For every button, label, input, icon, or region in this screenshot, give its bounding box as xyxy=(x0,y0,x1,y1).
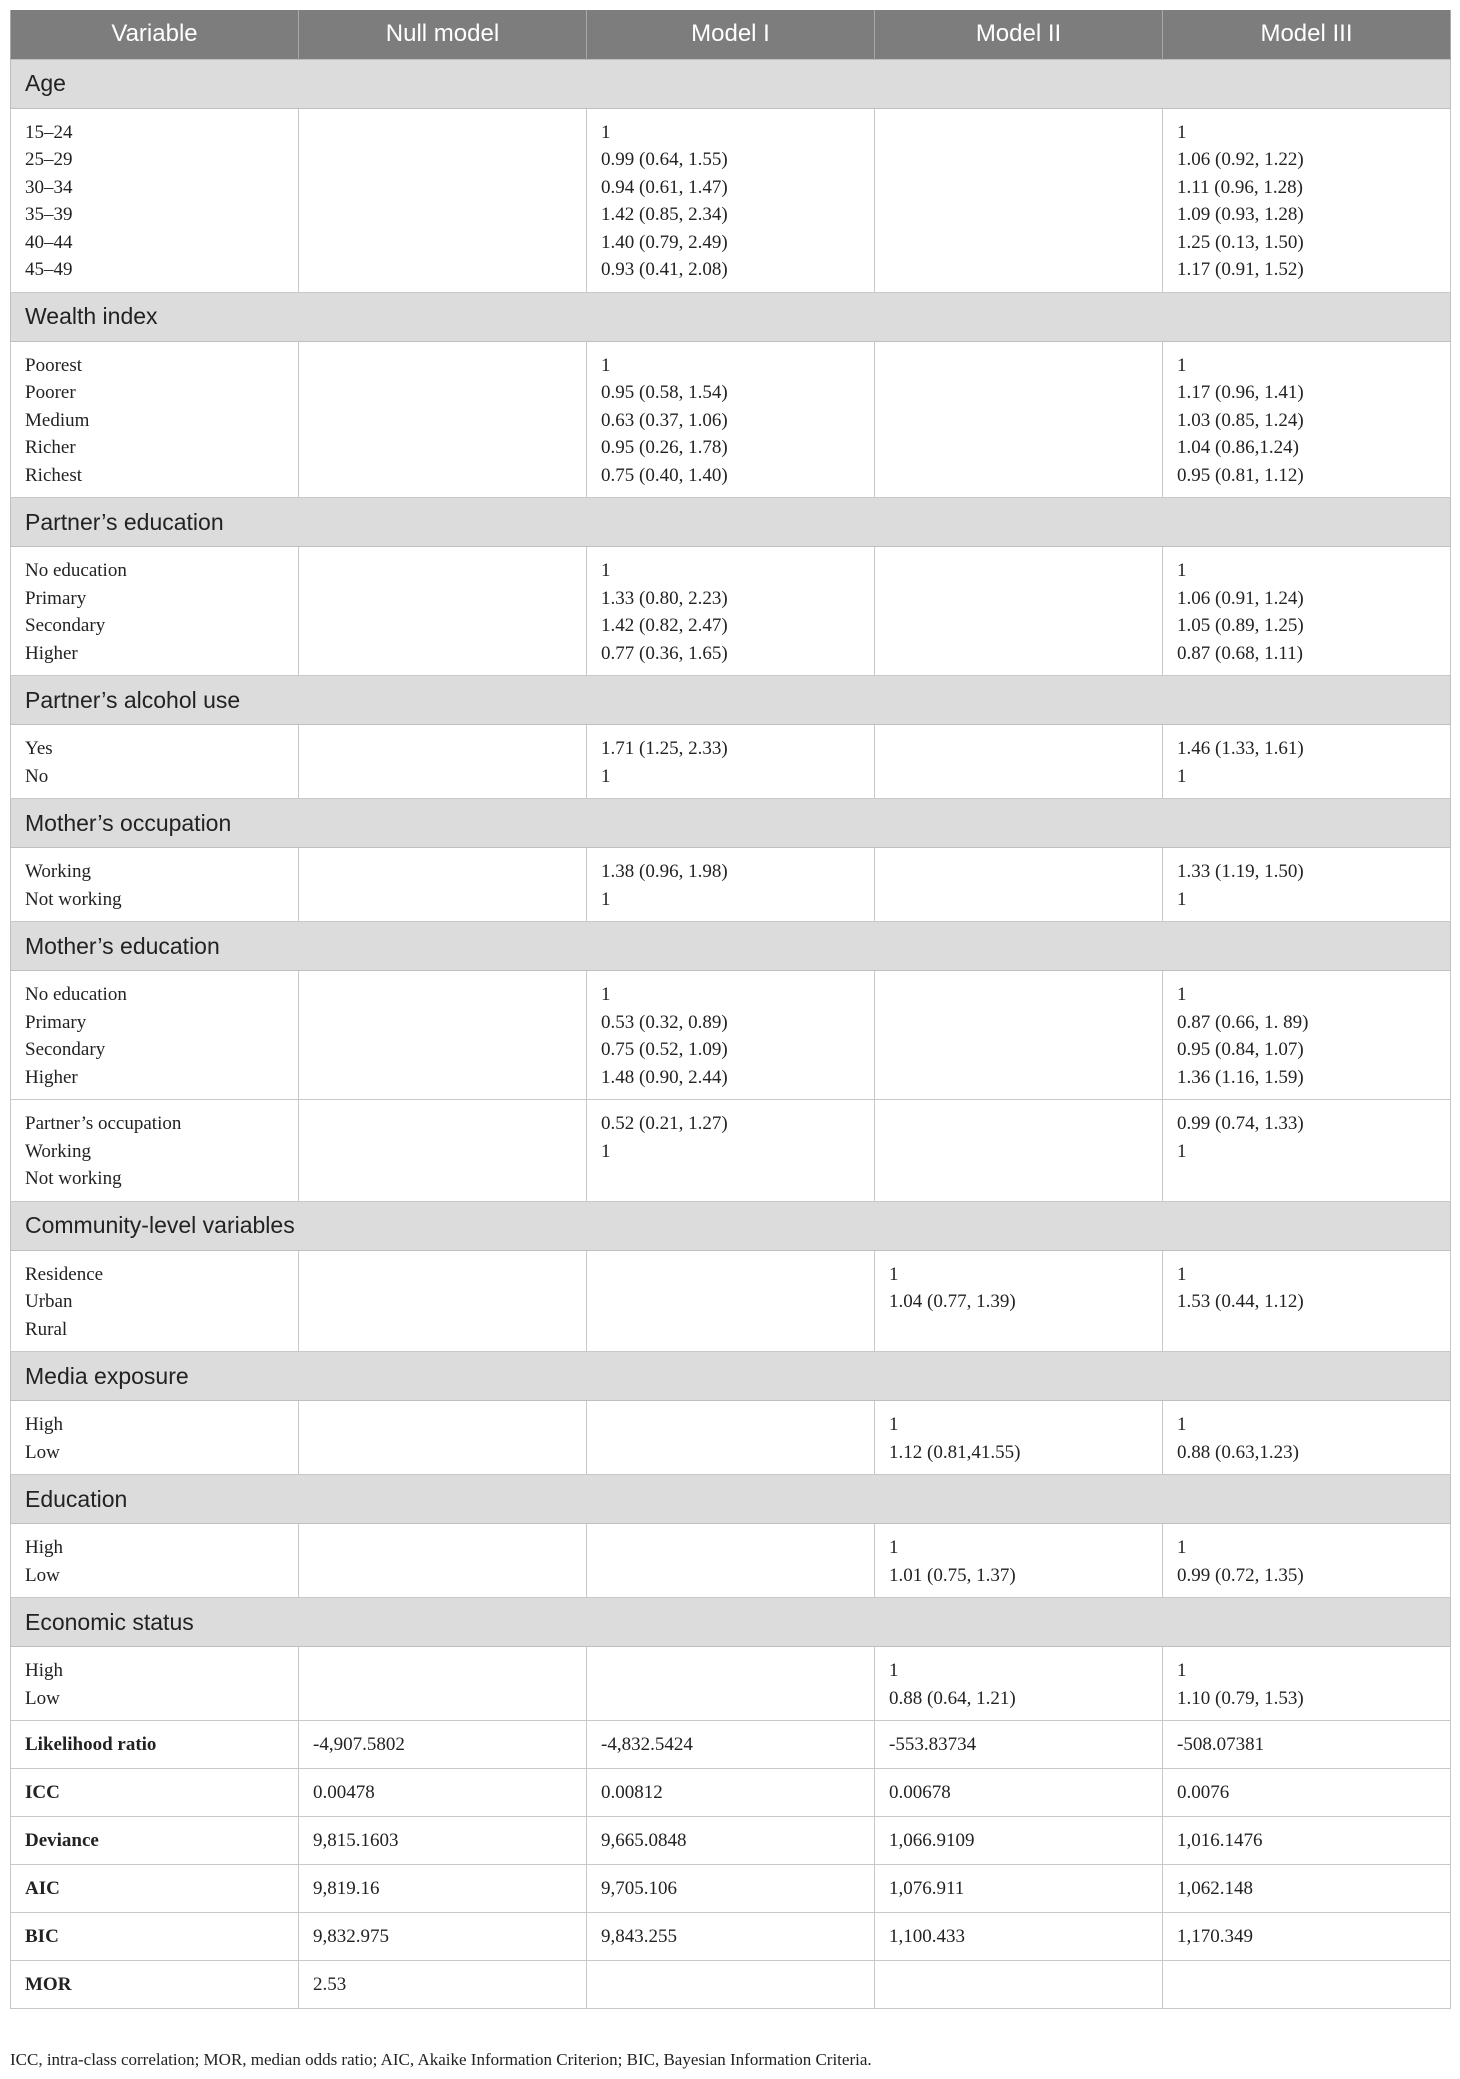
category-label: High xyxy=(25,1660,63,1681)
model-i-cell xyxy=(587,547,875,676)
section-header-row xyxy=(11,498,1451,547)
model-ii-cell xyxy=(875,1100,1163,1202)
odds-ratio-value: 1.11 (0.96, 1.28) xyxy=(1177,176,1303,198)
null-model-cell xyxy=(299,971,587,1100)
odds-ratio-value: 0.95 (0.81, 1.12) xyxy=(1177,464,1304,486)
odds-ratio-value: 1.05 (0.89, 1.25) xyxy=(1177,615,1304,636)
stat-value xyxy=(875,1961,1163,2009)
category-label: Rural xyxy=(25,1318,68,1340)
model-iii-cell xyxy=(1163,341,1451,498)
stat-label: BIC xyxy=(11,1913,299,1961)
stat-label: Deviance xyxy=(11,1817,299,1865)
results-table-container xyxy=(10,10,1450,2009)
category-label: Secondary xyxy=(25,615,106,636)
header-model-ii: Model II xyxy=(875,10,1163,59)
odds-ratio-value: 1 xyxy=(601,888,611,910)
category-label: Poorest xyxy=(25,354,82,376)
category-label: Higher xyxy=(25,1066,78,1088)
odds-ratio-value: 1 xyxy=(1177,354,1187,376)
category-label: Primary xyxy=(25,1011,87,1033)
odds-ratio-value: 1.33 (0.80, 2.23) xyxy=(601,587,728,609)
stat-value: 1,066.9109 xyxy=(875,1817,1163,1865)
odds-ratio-value: 1 xyxy=(601,984,611,1005)
odds-ratio-value: 1 xyxy=(889,1263,899,1285)
null-model-cell xyxy=(299,341,587,498)
variable-cell xyxy=(11,725,299,799)
odds-ratio-value: 1 xyxy=(1177,1660,1187,1681)
stat-value: -508.07381 xyxy=(1163,1721,1451,1769)
table-body xyxy=(11,59,1451,2009)
odds-ratio-value: 0.95 (0.26, 1.78) xyxy=(601,437,728,458)
header-null-model: Null model xyxy=(299,10,587,59)
category-label: High xyxy=(25,1537,63,1558)
odds-ratio-value: 1 xyxy=(601,121,611,143)
stat-label: ICC xyxy=(11,1769,299,1817)
model-iii-cell xyxy=(1163,725,1451,799)
category-label: Higher xyxy=(25,642,78,664)
odds-ratio-value: 0.87 (0.68, 1.11) xyxy=(1177,642,1303,664)
odds-ratio-value: 1.48 (0.90, 2.44) xyxy=(601,1066,728,1088)
odds-ratio-value: 1.33 (1.19, 1.50) xyxy=(1177,861,1304,882)
odds-ratio-value: 1 xyxy=(601,354,611,376)
model-i-cell xyxy=(587,725,875,799)
variable-cell xyxy=(11,547,299,676)
section-title: Mother’s education xyxy=(11,922,1451,971)
stat-label: AIC xyxy=(11,1865,299,1913)
odds-ratio-value: 0.93 (0.41, 2.08) xyxy=(601,259,728,280)
odds-ratio-value: 1 xyxy=(1177,1537,1187,1558)
odds-ratio-value: 0.88 (0.64, 1.21) xyxy=(889,1687,1016,1709)
odds-ratio-value: 1.10 (0.79, 1.53) xyxy=(1177,1687,1304,1709)
stat-value: -4,832.5424 xyxy=(587,1721,875,1769)
odds-ratio-value: 1 xyxy=(1177,1414,1187,1435)
variable-cell xyxy=(11,1100,299,1202)
odds-ratio-value: 0.99 (0.64, 1.55) xyxy=(601,149,728,170)
odds-ratio-value: 1.06 (0.92, 1.22) xyxy=(1177,149,1304,170)
odds-ratio-value: 1.42 (0.82, 2.47) xyxy=(601,615,728,636)
odds-ratio-value: 0.52 (0.21, 1.27) xyxy=(601,1113,728,1134)
section-header-row xyxy=(11,676,1451,725)
variable-cell xyxy=(11,848,299,922)
category-label: 40–44 xyxy=(25,231,73,253)
stat-value: 9,665.0848 xyxy=(587,1817,875,1865)
odds-ratio-value: 1 xyxy=(1177,984,1187,1005)
category-label: 25–29 xyxy=(25,149,73,170)
section-header-row xyxy=(11,59,1451,108)
model-i-cell xyxy=(587,108,875,292)
variable-cell xyxy=(11,1524,299,1598)
stat-value xyxy=(587,1961,875,2009)
stat-value: 1,062.148 xyxy=(1163,1865,1451,1913)
stat-value xyxy=(1163,1961,1451,2009)
model-ii-cell xyxy=(875,1524,1163,1598)
header-row xyxy=(11,10,1451,59)
variable-cell xyxy=(11,108,299,292)
odds-ratio-value: 1 xyxy=(1177,560,1187,581)
odds-ratio-value: 1 xyxy=(601,560,611,581)
category-label: 15–24 xyxy=(25,121,73,143)
stat-value: 0.0076 xyxy=(1163,1769,1451,1817)
stat-value: 1,016.1476 xyxy=(1163,1817,1451,1865)
odds-ratio-value: 0.95 (0.58, 1.54) xyxy=(601,382,728,403)
section-header-row xyxy=(11,922,1451,971)
odds-ratio-value: 0.99 (0.74, 1.33) xyxy=(1177,1113,1304,1134)
odds-ratio-value: 1.40 (0.79, 2.49) xyxy=(601,231,728,253)
section-title: Community-level variables xyxy=(11,1201,1451,1250)
model-iii-cell xyxy=(1163,1250,1451,1352)
variable-cell xyxy=(11,971,299,1100)
category-label: Richest xyxy=(25,464,82,486)
section-title: Mother’s occupation xyxy=(11,799,1451,848)
null-model-cell xyxy=(299,1647,587,1721)
odds-ratio-value: 1 xyxy=(889,1537,899,1558)
model-i-cell xyxy=(587,341,875,498)
category-label: Medium xyxy=(25,409,90,431)
odds-ratio-value: 1 xyxy=(601,765,611,787)
null-model-cell xyxy=(299,1250,587,1352)
stat-value: 0.00812 xyxy=(587,1769,875,1817)
odds-ratio-value: 0.95 (0.84, 1.07) xyxy=(1177,1039,1304,1060)
model-i-cell xyxy=(587,971,875,1100)
odds-ratio-value: 1 xyxy=(1177,121,1187,143)
category-label: 30–34 xyxy=(25,176,73,198)
null-model-cell xyxy=(299,725,587,799)
category-label: Low xyxy=(25,1441,60,1463)
table-footnote: ICC, intra-class correlation; MOR, median odds ratio; AIC, Akaike Information Criterion; BIC, Bayesian Information Criteria. xyxy=(10,2050,872,2069)
null-model-cell xyxy=(299,547,587,676)
stat-value: 9,819.16 xyxy=(299,1865,587,1913)
variable-cell xyxy=(11,1250,299,1352)
category-label: No education xyxy=(25,560,127,581)
odds-ratio-value: 1.01 (0.75, 1.37) xyxy=(889,1564,1016,1586)
category-label: No xyxy=(25,765,49,787)
category-label: Poorer xyxy=(25,382,76,403)
category-label: Residence xyxy=(25,1263,104,1285)
variable-cell xyxy=(11,1401,299,1475)
model-i-cell xyxy=(587,1401,875,1475)
section-header-row xyxy=(11,1201,1451,1250)
category-label: Low xyxy=(25,1564,60,1586)
section-header-row xyxy=(11,1598,1451,1647)
stat-value: 1,170.349 xyxy=(1163,1913,1451,1961)
null-model-cell xyxy=(299,1524,587,1598)
odds-ratio-value: 1.04 (0.86,1.24) xyxy=(1177,437,1299,458)
odds-ratio-value: 0.88 (0.63,1.23) xyxy=(1177,1441,1299,1463)
table-row xyxy=(11,971,1451,1100)
odds-ratio-value: 1.12 (0.81,41.55) xyxy=(889,1441,1021,1463)
odds-ratio-value: 1.42 (0.85, 2.34) xyxy=(601,204,728,225)
stat-row xyxy=(11,1817,1451,1865)
model-ii-cell xyxy=(875,108,1163,292)
section-title: Wealth index xyxy=(11,292,1451,341)
stat-value: 2.53 xyxy=(299,1961,587,2009)
odds-ratio-value: 1.53 (0.44, 1.12) xyxy=(1177,1291,1304,1312)
category-label: Working xyxy=(25,861,92,882)
category-label: Working xyxy=(25,1140,92,1162)
category-label: Yes xyxy=(25,738,53,759)
odds-ratio-value: 1 xyxy=(1177,1263,1187,1285)
section-title: Partner’s alcohol use xyxy=(11,676,1451,725)
model-ii-cell xyxy=(875,971,1163,1100)
category-label: No education xyxy=(25,984,127,1005)
category-label: High xyxy=(25,1414,63,1435)
stat-row xyxy=(11,1865,1451,1913)
stat-value: -553.83734 xyxy=(875,1721,1163,1769)
odds-ratio-value: 1.04 (0.77, 1.39) xyxy=(889,1291,1016,1312)
stat-value: 0.00478 xyxy=(299,1769,587,1817)
category-label: Low xyxy=(25,1687,60,1709)
stat-row xyxy=(11,1721,1451,1769)
odds-ratio-value: 1.06 (0.91, 1.24) xyxy=(1177,587,1304,609)
model-iii-cell xyxy=(1163,1647,1451,1721)
model-ii-cell xyxy=(875,1401,1163,1475)
stat-value: 9,832.975 xyxy=(299,1913,587,1961)
null-model-cell xyxy=(299,848,587,922)
table-header xyxy=(11,10,1451,59)
stat-value: 9,705.106 xyxy=(587,1865,875,1913)
stat-row xyxy=(11,1961,1451,2009)
category-label: Not working xyxy=(25,1168,122,1189)
variable-cell xyxy=(11,341,299,498)
stat-label: MOR xyxy=(11,1961,299,2009)
header-model-iii: Model III xyxy=(1163,10,1451,59)
stat-label: Likelihood ratio xyxy=(11,1721,299,1769)
table-row xyxy=(11,1647,1451,1721)
null-model-cell xyxy=(299,1401,587,1475)
table-row xyxy=(11,1401,1451,1475)
category-label: Richer xyxy=(25,437,76,458)
category-label: Secondary xyxy=(25,1039,106,1060)
table-row xyxy=(11,848,1451,922)
model-ii-cell xyxy=(875,547,1163,676)
model-iii-cell xyxy=(1163,848,1451,922)
odds-ratio-value: 1.36 (1.16, 1.59) xyxy=(1177,1066,1304,1088)
model-ii-cell xyxy=(875,848,1163,922)
section-header-row xyxy=(11,1475,1451,1524)
category-label: 35–39 xyxy=(25,204,73,225)
odds-ratio-value: 1 xyxy=(1177,888,1187,910)
odds-ratio-value: 1.38 (0.96, 1.98) xyxy=(601,861,728,882)
table-row xyxy=(11,725,1451,799)
odds-ratio-value: 1 xyxy=(889,1660,899,1681)
odds-ratio-value: 1.46 (1.33, 1.61) xyxy=(1177,738,1304,759)
stat-value: 1,076.911 xyxy=(875,1865,1163,1913)
odds-ratio-value: 1.17 (0.91, 1.52) xyxy=(1177,259,1304,280)
odds-ratio-value: 0.53 (0.32, 0.89) xyxy=(601,1011,728,1033)
model-iii-cell xyxy=(1163,547,1451,676)
stat-value: 9,843.255 xyxy=(587,1913,875,1961)
stat-row xyxy=(11,1913,1451,1961)
model-i-cell xyxy=(587,1250,875,1352)
odds-ratio-value: 1.71 (1.25, 2.33) xyxy=(601,738,728,759)
model-iii-cell xyxy=(1163,108,1451,292)
stat-value: 9,815.1603 xyxy=(299,1817,587,1865)
variable-cell xyxy=(11,1647,299,1721)
category-label: 45–49 xyxy=(25,259,73,280)
header-variable: Variable xyxy=(11,10,299,59)
section-header-row xyxy=(11,1352,1451,1401)
model-iii-cell xyxy=(1163,1524,1451,1598)
section-title: Partner’s education xyxy=(11,498,1451,547)
odds-ratio-value: 1 xyxy=(1177,1140,1187,1162)
odds-ratio-value: 0.99 (0.72, 1.35) xyxy=(1177,1564,1304,1586)
section-header-row xyxy=(11,292,1451,341)
model-iii-cell xyxy=(1163,1401,1451,1475)
null-model-cell xyxy=(299,1100,587,1202)
header-model-i: Model I xyxy=(587,10,875,59)
category-label: Not working xyxy=(25,888,122,910)
model-i-cell xyxy=(587,1524,875,1598)
section-title: Media exposure xyxy=(11,1352,1451,1401)
null-model-cell xyxy=(299,108,587,292)
section-header-row xyxy=(11,799,1451,848)
odds-ratio-value: 1.17 (0.96, 1.41) xyxy=(1177,382,1304,403)
category-label: Primary xyxy=(25,587,87,609)
section-title: Education xyxy=(11,1475,1451,1524)
category-label: Urban xyxy=(25,1291,73,1312)
odds-ratio-value: 0.75 (0.40, 1.40) xyxy=(601,464,728,486)
category-label: Partner’s occupation xyxy=(25,1113,182,1134)
section-title: Age xyxy=(11,59,1451,108)
table-row xyxy=(11,547,1451,676)
odds-ratio-value: 0.77 (0.36, 1.65) xyxy=(601,642,728,664)
model-ii-cell xyxy=(875,1647,1163,1721)
odds-ratio-value: 1 xyxy=(889,1414,899,1435)
stat-value: 1,100.433 xyxy=(875,1913,1163,1961)
model-iii-cell xyxy=(1163,971,1451,1100)
odds-ratio-value: 0.94 (0.61, 1.47) xyxy=(601,176,728,198)
table-row xyxy=(11,341,1451,498)
model-i-cell xyxy=(587,848,875,922)
table-row xyxy=(11,108,1451,292)
multilevel-model-table xyxy=(10,10,1451,2009)
model-iii-cell xyxy=(1163,1100,1451,1202)
table-row xyxy=(11,1250,1451,1352)
odds-ratio-value: 1 xyxy=(601,1140,611,1162)
section-title: Economic status xyxy=(11,1598,1451,1647)
model-ii-cell xyxy=(875,725,1163,799)
model-i-cell xyxy=(587,1100,875,1202)
odds-ratio-value: 1.25 (0.13, 1.50) xyxy=(1177,231,1304,253)
stat-value: 0.00678 xyxy=(875,1769,1163,1817)
model-ii-cell xyxy=(875,1250,1163,1352)
table-row xyxy=(11,1100,1451,1202)
odds-ratio-value: 1.09 (0.93, 1.28) xyxy=(1177,204,1304,225)
odds-ratio-value: 1 xyxy=(1177,765,1187,787)
stat-row xyxy=(11,1769,1451,1817)
table-row xyxy=(11,1524,1451,1598)
stat-value: -4,907.5802 xyxy=(299,1721,587,1769)
model-ii-cell xyxy=(875,341,1163,498)
odds-ratio-value: 0.75 (0.52, 1.09) xyxy=(601,1039,728,1060)
model-i-cell xyxy=(587,1647,875,1721)
odds-ratio-value: 1.03 (0.85, 1.24) xyxy=(1177,409,1304,431)
odds-ratio-value: 0.87 (0.66, 1. 89) xyxy=(1177,1011,1309,1033)
odds-ratio-value: 0.63 (0.37, 1.06) xyxy=(601,409,728,431)
